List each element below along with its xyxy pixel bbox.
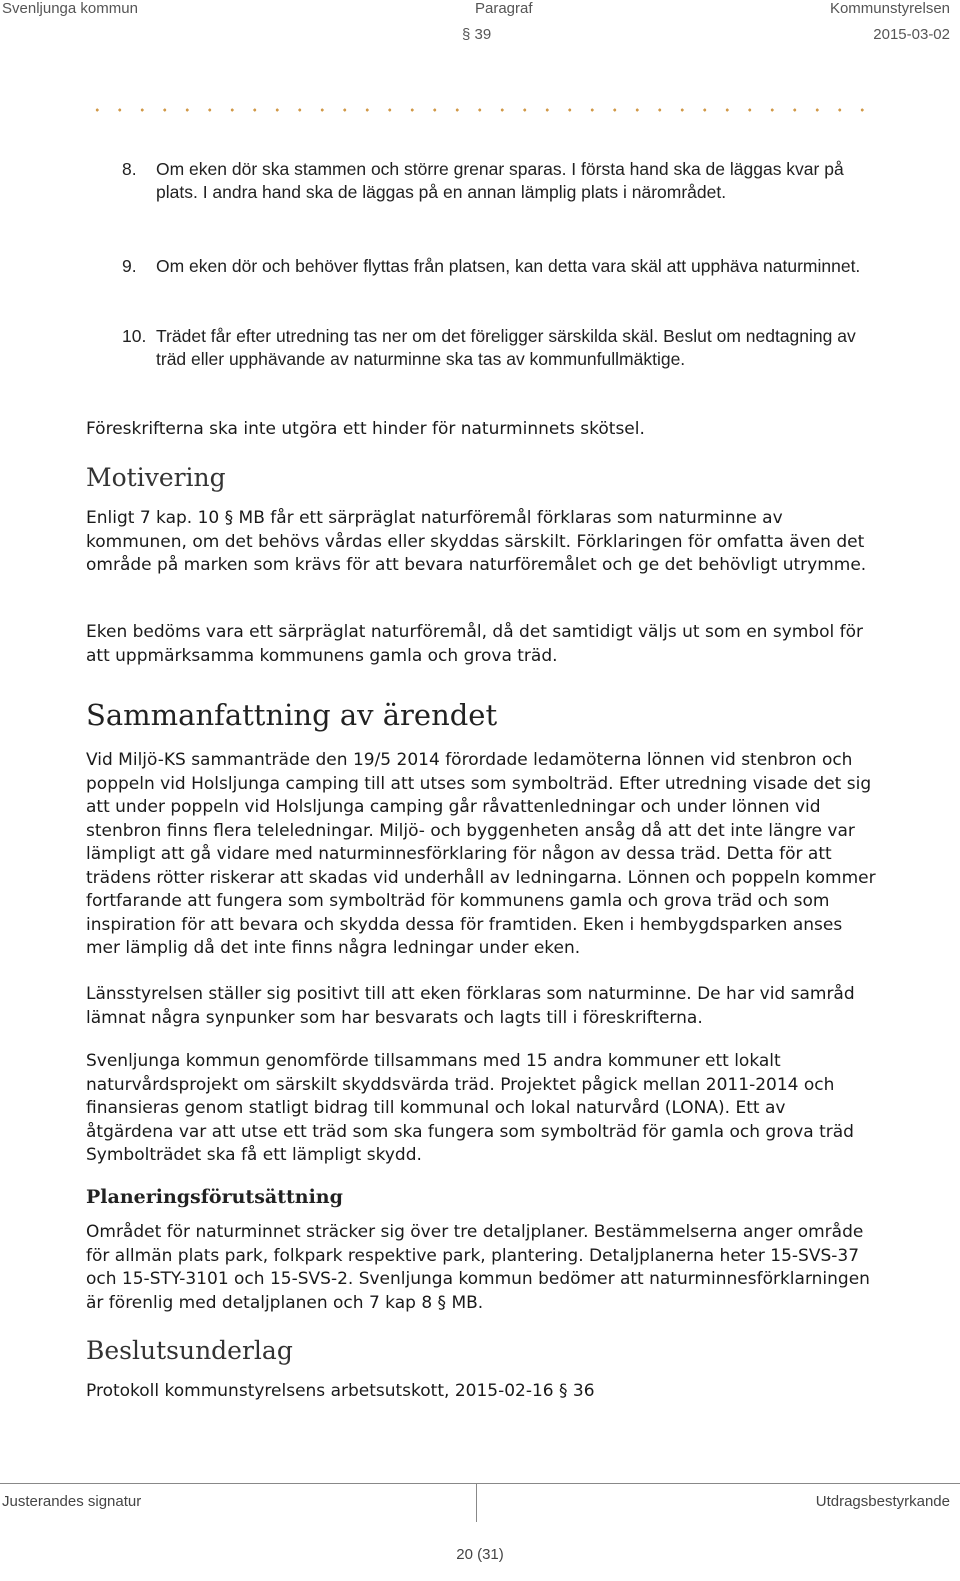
beslutsunderlag-paragraph: Protokoll kommunstyrelsens arbetsutskott, 2015-02-16 § 36 xyxy=(86,1381,595,1401)
beslutsunderlag-heading: Beslutsunderlag xyxy=(86,1336,293,1365)
footer-rule xyxy=(0,1483,960,1484)
list-item-number: 9. xyxy=(122,256,137,276)
list-item xyxy=(122,158,882,204)
signature-label: Justerandes signatur xyxy=(2,1493,142,1510)
dotted-divider xyxy=(86,106,876,114)
sammanfattning-paragraph: Länsstyrelsen ställer sig positivt till att eken förklaras som naturminne. De har vid samråd lämnat några synpunker som har besvarats och lagts till i föreskrifterna. xyxy=(86,984,855,1028)
planering-paragraph: Området för naturminnet sträcker sig över tre detaljplaner. Bestämmelserna anger område för allmän plats park, folkpark respektive park, plantering. Detaljplanerna heter 15-SVS-37 och 15-STY-3101 och 15-SVS-2. Svenljunga kommun bedömer att naturminnesförklarningen är förenlig med detaljplanen och 7 kap 8 § MB. xyxy=(86,1222,870,1313)
list-item-text: Trädet får efter utredning tas ner om det föreligger särskilda skäl. Beslut om nedtagning av träd eller upphävande av naturminne ska tas av kommunfullmäktige. xyxy=(156,326,856,369)
page-number: 20 (31) xyxy=(456,1546,504,1563)
list-item-text: Om eken dör ska stammen och större grenar sparas. I första hand ska de läggas kvar på plats. I andra hand ska de läggas på en annan lämplig plats i närområdet. xyxy=(156,159,844,202)
sammanfattning-paragraph: Vid Miljö-KS sammanträde den 19/5 2014 förordade ledamöterna lönnen vid stenbron och poppeln vid Holsljunga camping till att utses som symbolträd. Efter utredning visade det sig att under poppeln vid Holsljunga camping går råvattenledningar och under lönnen vid stenbron finns flera teleledningar. Miljö- och byggenheten ansåg då att det inte längre var lämpligt att gå vidare med naturminnesförklaring för någon av dessa träd. Detta för att trädens rötter riskerar att skadas vid underhåll av ledningarna. Lönnen och poppeln kommer fortfarande att fungera som symbolträd för kommunens gamla och grova träd och som inspiration för att bevara och skydda dessa för framtiden. Eken i hembygdsparken anses mer lämplig då det inte finns några ledningar under eken. xyxy=(86,750,876,958)
list-item xyxy=(122,325,882,371)
motivering-paragraph: Enligt 7 kap. 10 § MB får ett särpräglat naturföremål förklaras som naturminne av kommunen, om det behövs vårdas eller skyddas särskilt. Förklaringen för omfatta även det område på marken som krävs för att bevara naturföremålet och ge det behövligt utrymme. xyxy=(86,508,867,575)
foreskrifter-text: Föreskrifterna ska inte utgöra ett hinder för naturminnets skötsel. xyxy=(86,419,645,439)
list-item-number: 8. xyxy=(122,159,137,179)
list-item-number: 10. xyxy=(122,326,147,346)
numbered-list xyxy=(122,325,882,371)
numbered-list xyxy=(122,255,882,278)
motivering-paragraph: Eken bedöms vara ett särpräglat naturföremål, då det samtidigt väljs ut som en symbol för att uppmärksamma kommunens gamla och grova träd. xyxy=(86,622,864,666)
certification-label: Utdragsbestyrkande xyxy=(815,1493,950,1510)
planering-heading: Planeringsförutsättning xyxy=(86,1186,343,1208)
footer-divider xyxy=(476,1484,477,1522)
header-body: Kommunstyrelsen xyxy=(829,0,950,17)
list-item-text: Om eken dör och behöver flyttas från platsen, kan detta vara skäl att upphäva naturminnet. xyxy=(156,256,861,276)
numbered-list xyxy=(122,158,882,204)
header-org: Svenljunga kommun xyxy=(2,0,138,17)
header-date: 2015-03-02 xyxy=(873,26,950,43)
motivering-heading: Motivering xyxy=(86,463,226,492)
list-item xyxy=(122,255,882,278)
header-type: Paragraf xyxy=(475,0,533,17)
header-paragraph: § 39 xyxy=(462,26,492,43)
sammanfattning-heading: Sammanfattning av ärendet xyxy=(86,698,498,732)
sammanfattning-paragraph: Svenljunga kommun genomförde tillsammans med 15 andra kommuner ett lokalt naturvårdsprojekt om särskilt skyddsvärda träd. Projektet pågick mellan 2011-2014 och finansieras genom statligt bidrag till kommunal och lokal naturvård (LONA). Ett av åtgärdena var att utse ett träd som ska fungera som symbolträd för gamla och grova träd Symbolträdet ska få ett lämpligt skydd. xyxy=(86,1051,854,1165)
